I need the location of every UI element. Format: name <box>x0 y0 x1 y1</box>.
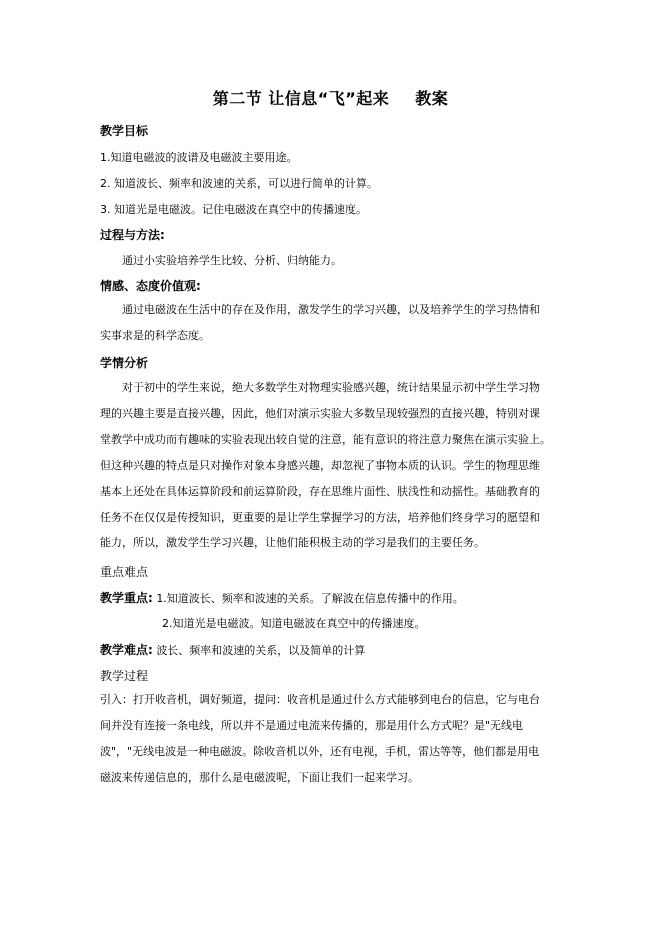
objective-item-2: 2. 知道波长、频率和波速的关系，可以进行简单的计算。 <box>100 177 378 190</box>
procedure-line-3: 波"，"无线电波是一种电磁波。除收音机以外，还有电视，手机，雷达等等，他们都是用电 <box>100 744 540 758</box>
difficult-label: 教学难点: <box>100 643 153 657</box>
process-method-text: 通过小实验培养学生比较、分析、归纳能力。 <box>122 254 342 267</box>
procedure-line-4: 磁波来传递信息的，那什么是电磁波呢，下面让我们一起来学习。 <box>100 770 419 784</box>
analysis-line-2: 理的兴趣主要是直接兴趣，因此，他们对演示实验大多数呈现较强烈的直接兴趣，特别对课 <box>100 406 540 420</box>
title-main: 第二节 让信息“飞”起来 <box>212 89 390 108</box>
analysis-paragraph <box>100 375 566 556</box>
key-label: 教学重点: <box>100 591 153 605</box>
process-method-heading: 过程与方法: <box>100 228 165 242</box>
procedure-line-1: 引入：打开收音机，调好频道，提问：收音机是通过什么方式能够到电台的信息，它与电台 <box>100 693 540 706</box>
key-item-1: 1.知道波长、频率和波速的关系。了解波在信息传播中的作用。 <box>156 592 464 605</box>
emotion-line-2: 实事求是的科学态度。 <box>100 328 210 342</box>
analysis-line-5: 基本上还处在具体运算阶段和前运算阶段，存在思维片面性、肤浅性和动摇性。基础教育的 <box>100 484 540 498</box>
document-title <box>0 86 661 109</box>
objectives-heading: 教学目标 <box>100 124 149 138</box>
key-points-heading: 重点难点 <box>100 565 149 579</box>
emotion-line-1: 通过电磁波在生活中的存在及作用，激发学生的学习兴趣，以及培养学生的学习热情和 <box>122 303 540 316</box>
emotion-heading: 情感、态度价值观: <box>100 279 201 293</box>
procedure-line-2: 间并没有连接一条电线，所以并不是通过电流来传播的，那是用什么方式呢？是"无线电 <box>100 718 524 732</box>
analysis-line-6: 任务不在仅仅是传授知识，更重要的是让学生掌握学习的方法，培养他们终身学习的愿望和 <box>100 510 540 524</box>
analysis-line-4: 但这种兴趣的特点是只对操作对象本身感兴趣，却忽视了事物本质的认识。学生的物理思维 <box>100 458 540 472</box>
difficult-text: 波长、频率和波速的关系，以及简单的计算 <box>156 644 366 657</box>
key-item-2: 2.知道光是电磁波。知道电磁波在真空中的传播速度。 <box>162 617 426 630</box>
key-point-row-1 <box>100 589 464 606</box>
analysis-line-7: 能力，所以，激发学生学习兴趣，让他们能积极主动的学习是我们的主要任务。 <box>100 536 485 550</box>
procedure-heading: 教学过程 <box>100 669 149 683</box>
objective-item-3: 3. 知道光是电磁波。记住电磁波在真空中的传播速度。 <box>100 203 367 216</box>
analysis-line-1: 对于初中的学生来说，绝大多数学生对物理实验感兴趣，统计结果显示初中学生学习物 <box>122 381 540 394</box>
procedure-paragraph <box>100 687 566 791</box>
analysis-heading: 学情分析 <box>100 356 149 370</box>
emotion-paragraph <box>100 297 566 349</box>
title-suffix: 教案 <box>415 89 449 108</box>
difficult-row <box>100 641 365 658</box>
objective-item-1: 1.知道电磁波的波谱及电磁波主要用途。 <box>100 151 298 164</box>
analysis-line-3: 堂教学中成功而有趣味的实验表现出较自觉的注意，能有意识的将注意力聚焦在演示实验上。 <box>100 432 551 446</box>
